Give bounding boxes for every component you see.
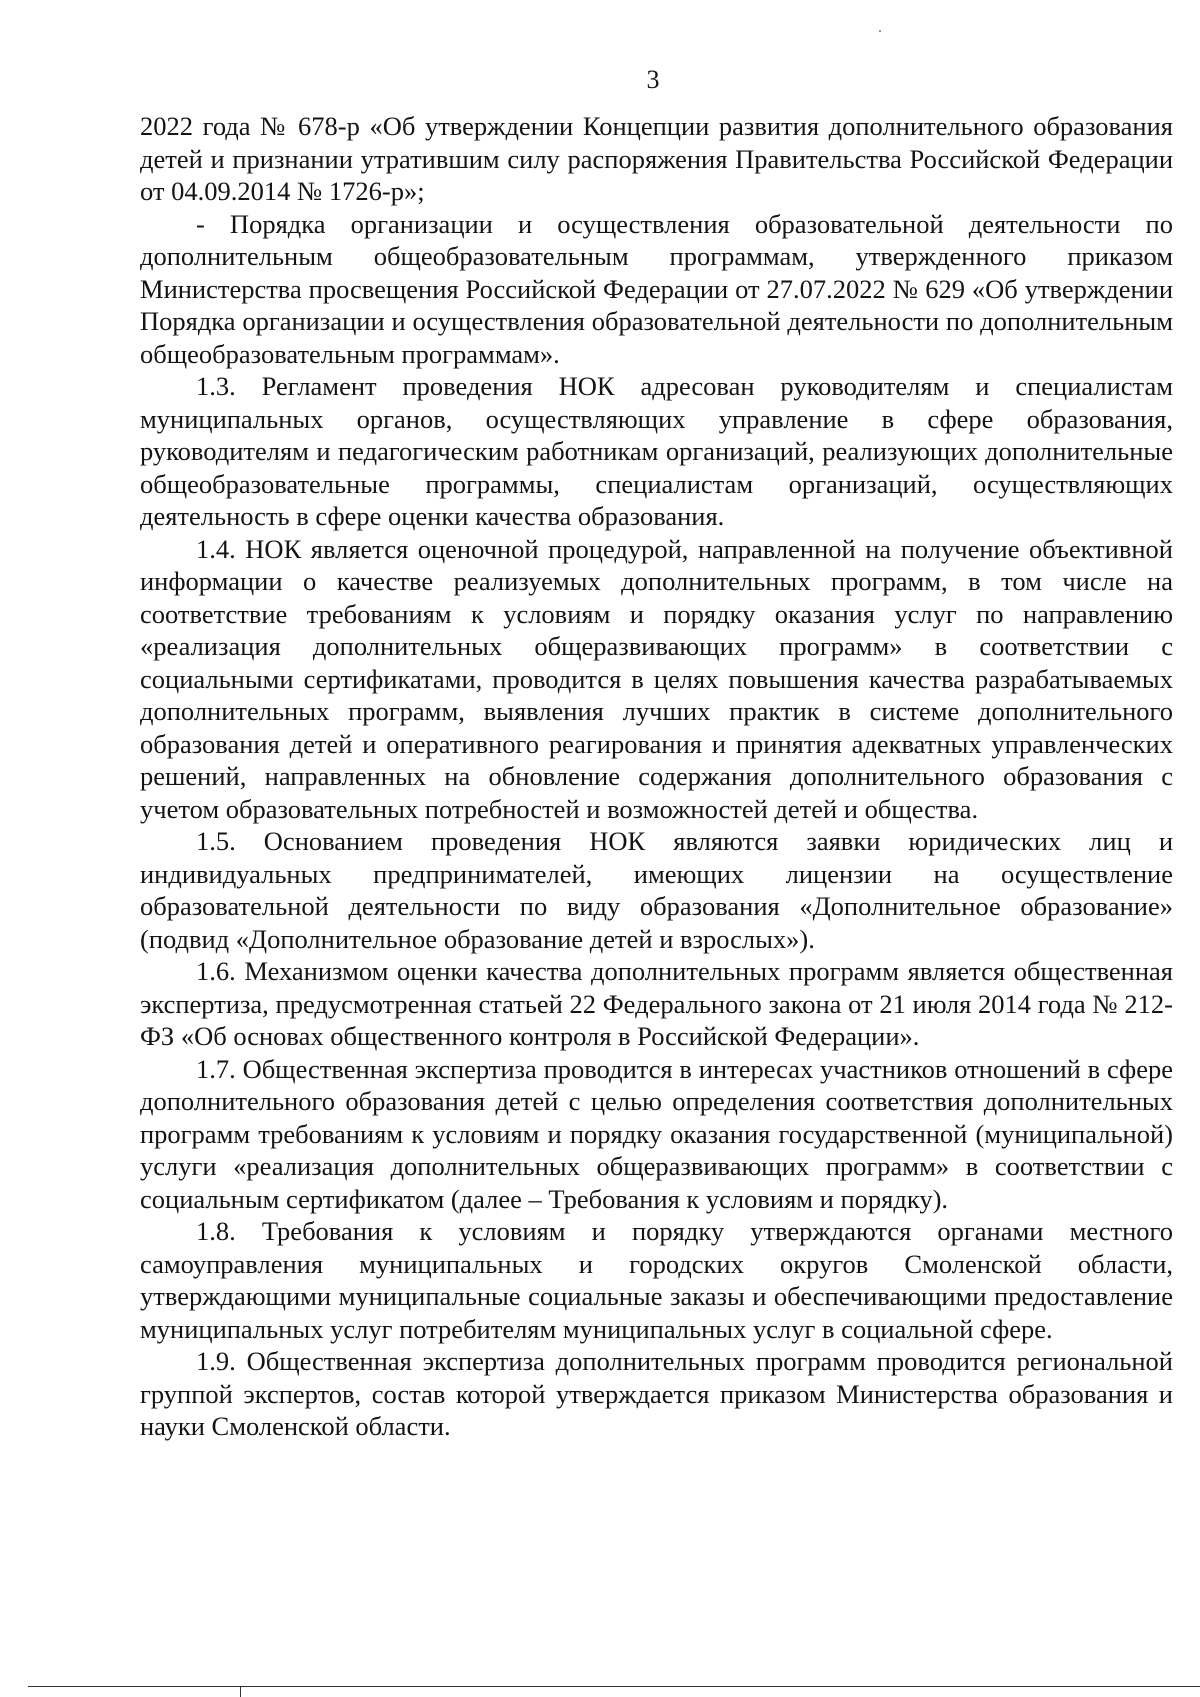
paragraph-1-5: 1.5. Основанием проведения НОК являются заявки юридических лиц и индивидуальных предпринимателей, имеющих лицензии на осуществление образовательной деятельности по виду образования «Дополнительное образование» (подвид «Дополнительное образование детей и взрослых»). [140,826,1173,954]
paragraph-1-4: 1.4. НОК является оценочной процедурой, направленной на получение объективной информации о качестве реализуемых дополнительных программ, в том числе на соответствие требованиям к условиям и порядку оказания услуг по направлению «реализация дополнительных общеразвивающих программ» в соответствии с социальными сертификатами, проводится в целях повышения качества разрабатываемых дополнительных программ, выявления лучших практик в системе дополнительного образования детей и оперативного реагирования и принятия адекватных управленческих решений, направленных на обновление содержания дополнительного образования с учетом образовательных потребностей и возможностей детей и общества. [140,533,1173,824]
paragraph-1-6: 1.6. Механизмом оценки качества дополнительных программ является общественная экспертиза, предусмотренная статьей 22 Федерального закона от 21 июля 2014 года № 212-ФЗ «Об основах общественного контроля в Российской Федерации». [140,956,1173,1051]
paragraph-1-9: 1.9. Общественная экспертиза дополнительных программ проводится региональной группой экспертов, состав которой утверждается приказом Министерства образования и науки Смоленской области. [140,1346,1173,1441]
paragraph-1-7: 1.7. Общественная экспертиза проводится в интересах участников отношений в сфере дополнительного образования детей с целью определения соответствия дополнительных программ требованиям к условиям и порядку оказания государственной (муниципальной) услуги «реализация дополнительных общеразвивающих программ» в соответствии с социальным сертификатом (далее – Требования к условиям и порядку). [140,1053,1173,1214]
footer-rule-tick [240,1686,241,1697]
document-body [140,110,1173,1443]
paragraph-1-8: 1.8. Требования к условиям и порядку утверждаются органами местного самоуправления муниципальных и городских округов Смоленской области, утверждающими муниципальные социальные заказы и обеспечивающими предоставление муниципальных услуг потребителям муниципальных услуг в социальной сфере. [140,1216,1173,1344]
page-number: 3 [646,65,660,94]
paragraph-order-reference: - Порядка организации и осуществления образовательной деятельности по дополнительным общеобразовательным программам, утвержденного приказом Министерства просвещения Российской Федерации от 27.07.2022 № 629 «Об утверждении Порядка организации и осуществления образовательной деятельности по дополнительным общеобразовательным программам». [140,208,1173,369]
paragraph-1-3: 1.3. Регламент проведения НОК адресован руководителям и специалистам муниципальных органов, осуществляющих управление в сфере образования, руководителям и педагогическим работникам организаций, реализующих дополнительные общеобразовательные программы, специалистам организаций, осуществляющих деятельность в сфере оценки качества образования. [140,371,1173,531]
footer-rule [28,1686,1200,1687]
paragraph-continuation: 2022 года № 678-р «Об утверждении Концепции развития дополнительного образования детей и признании утратившим силу распоряжения Правительства Российской Федерации от 04.09.2014 № 1726-р»; [140,111,1173,206]
scan-artifact [879,30,881,32]
